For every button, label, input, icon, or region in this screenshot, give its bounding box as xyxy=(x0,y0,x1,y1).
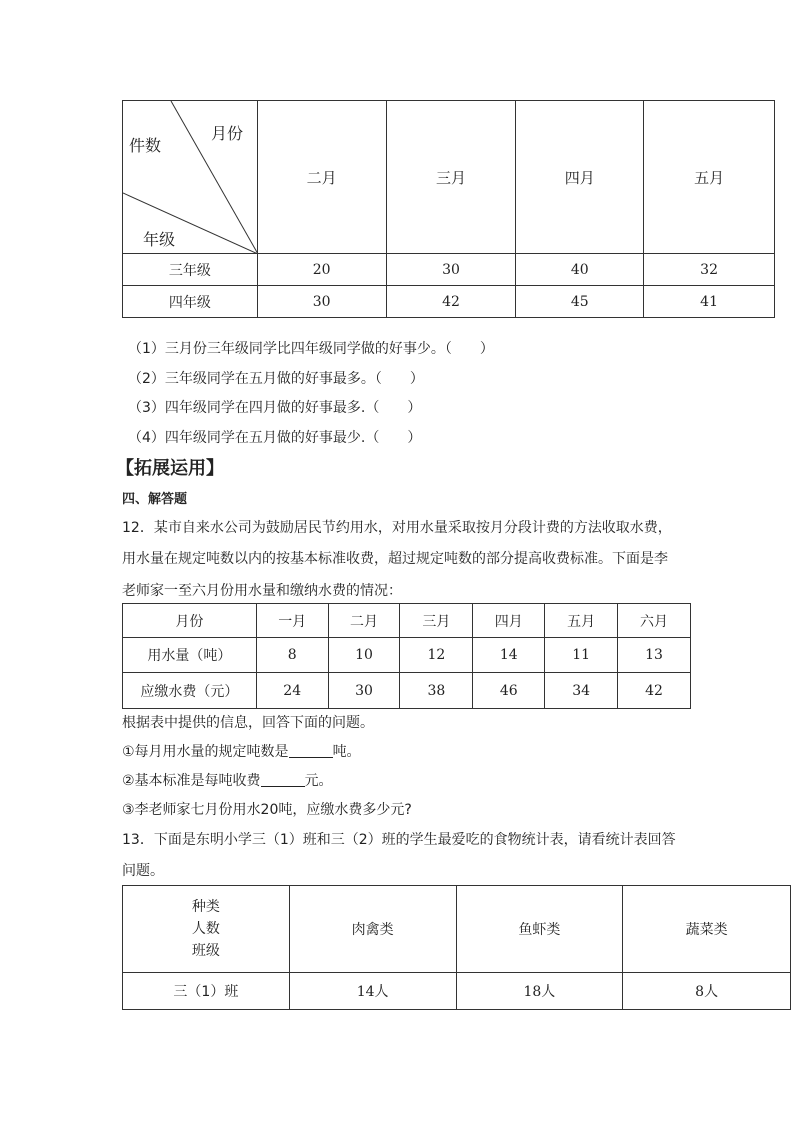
table-cell: 30 xyxy=(328,673,400,709)
month-header: 四月 xyxy=(473,604,545,638)
table-cell: 30 xyxy=(386,254,516,286)
table-cell: 30 xyxy=(257,286,386,318)
grade-label: 三年级 xyxy=(123,254,258,286)
q12-line-3: 老师家一至六月份用水量和缴纳水费的情况： xyxy=(122,583,402,599)
table-cell: 12 xyxy=(400,638,473,673)
table-cell: 13 xyxy=(618,638,691,673)
judgment-3: （3）四年级同学在四月做的好事最多.（ ） xyxy=(128,400,422,416)
answer-blank[interactable] xyxy=(289,743,333,758)
category-header: 肉禽类 xyxy=(289,886,456,973)
q12-sub-1-text: ①每月用水量的规定吨数是 xyxy=(122,744,289,760)
water-usage-table xyxy=(122,603,691,709)
favorite-food-table xyxy=(122,885,791,1010)
month-header: 二月 xyxy=(257,101,386,254)
row-label: 应缴水费（元） xyxy=(123,673,257,709)
table-row xyxy=(123,254,775,286)
category-header: 蔬菜类 xyxy=(623,886,791,973)
q12-line-1: 12．某市自来水公司为鼓励居民节约用水，对用水量采取按月分段计费的方法收取水费， xyxy=(122,520,672,536)
corner-category-label: 种类 xyxy=(191,899,220,915)
q13-line-1: 13．下面是东明小学三（1）班和三（2）班的学生最爱吃的食物统计表，请看统计表回答 xyxy=(122,832,676,848)
q12-line-2: 用水量在规定吨数以内的按基本标准收费，超过规定吨数的部分提高收费标准。下面是李 xyxy=(122,551,668,567)
row-label: 用水量（吨） xyxy=(123,638,257,673)
judgment-1: （1）三月份三年级同学比四年级同学做的好事少。（ ） xyxy=(128,341,494,357)
table-row xyxy=(123,673,691,709)
corner-count-label: 人数 xyxy=(191,921,220,937)
table-cell: 10 xyxy=(328,638,400,673)
table-cell: 40 xyxy=(516,254,644,286)
table-cell: 46 xyxy=(473,673,545,709)
table-cell: 45 xyxy=(516,286,644,318)
table-row xyxy=(123,638,691,673)
corner-count-label: 件数 xyxy=(129,136,162,155)
q12-sub-3: ③李老师家七月份用水20吨，应缴水费多少元? xyxy=(122,802,412,818)
q12-sub-2 xyxy=(122,770,333,790)
table-cell: 42 xyxy=(618,673,691,709)
table-cell: 20 xyxy=(257,254,386,286)
q12-intro: 根据表中提供的信息，回答下面的问题。 xyxy=(122,715,374,731)
stacked-header-cell xyxy=(123,886,290,973)
row-label: 三（1）班 xyxy=(123,973,290,1010)
table-row xyxy=(123,973,791,1010)
table-cell: 32 xyxy=(644,254,775,286)
table-cell: 14 xyxy=(473,638,545,673)
corner-class-label: 班级 xyxy=(191,943,220,959)
category-header: 鱼虾类 xyxy=(456,886,623,973)
q12-sub-2-unit: 元。 xyxy=(304,773,333,789)
table-cell: 34 xyxy=(545,673,618,709)
table-cell: 38 xyxy=(400,673,473,709)
table-cell: 14人 xyxy=(289,973,456,1010)
grade-deeds-table xyxy=(122,100,775,318)
q12-sub-1 xyxy=(122,741,361,761)
q12-sub-1-unit: 吨。 xyxy=(332,744,361,760)
table-cell: 11 xyxy=(545,638,618,673)
month-header: 二月 xyxy=(328,604,400,638)
grade-label: 四年级 xyxy=(123,286,258,318)
table-cell: 24 xyxy=(256,673,328,709)
month-header: 一月 xyxy=(256,604,328,638)
corner-month-label: 月份 xyxy=(211,124,244,143)
month-header: 五月 xyxy=(545,604,618,638)
q12-sub-2-text: ②基本标准是每吨收费 xyxy=(122,773,261,789)
month-header: 六月 xyxy=(618,604,691,638)
month-header: 三月 xyxy=(400,604,473,638)
month-header: 五月 xyxy=(644,101,775,254)
table-cell: 8 xyxy=(256,638,328,673)
judgment-4: （4）四年级同学在五月做的好事最少.（ ） xyxy=(128,430,422,446)
q13-line-2: 问题。 xyxy=(122,863,164,879)
table-cell: 18人 xyxy=(456,973,623,1010)
table-cell: 41 xyxy=(644,286,775,318)
judgment-2: （2）三年级同学在五月做的好事最多。（ ） xyxy=(128,371,424,387)
diagonal-header-cell xyxy=(123,101,258,254)
header-label: 月份 xyxy=(123,604,257,638)
table-row xyxy=(123,286,775,318)
month-header: 四月 xyxy=(516,101,644,254)
corner-grade-label: 年级 xyxy=(143,230,176,249)
table-cell: 8人 xyxy=(623,973,791,1010)
answer-blank[interactable] xyxy=(261,772,305,787)
month-header: 三月 xyxy=(386,101,516,254)
table-header-row xyxy=(123,604,691,638)
part-heading: 四、解答题 xyxy=(122,492,188,507)
section-title: 【拓展运用】 xyxy=(116,458,224,479)
table-cell: 42 xyxy=(386,286,516,318)
